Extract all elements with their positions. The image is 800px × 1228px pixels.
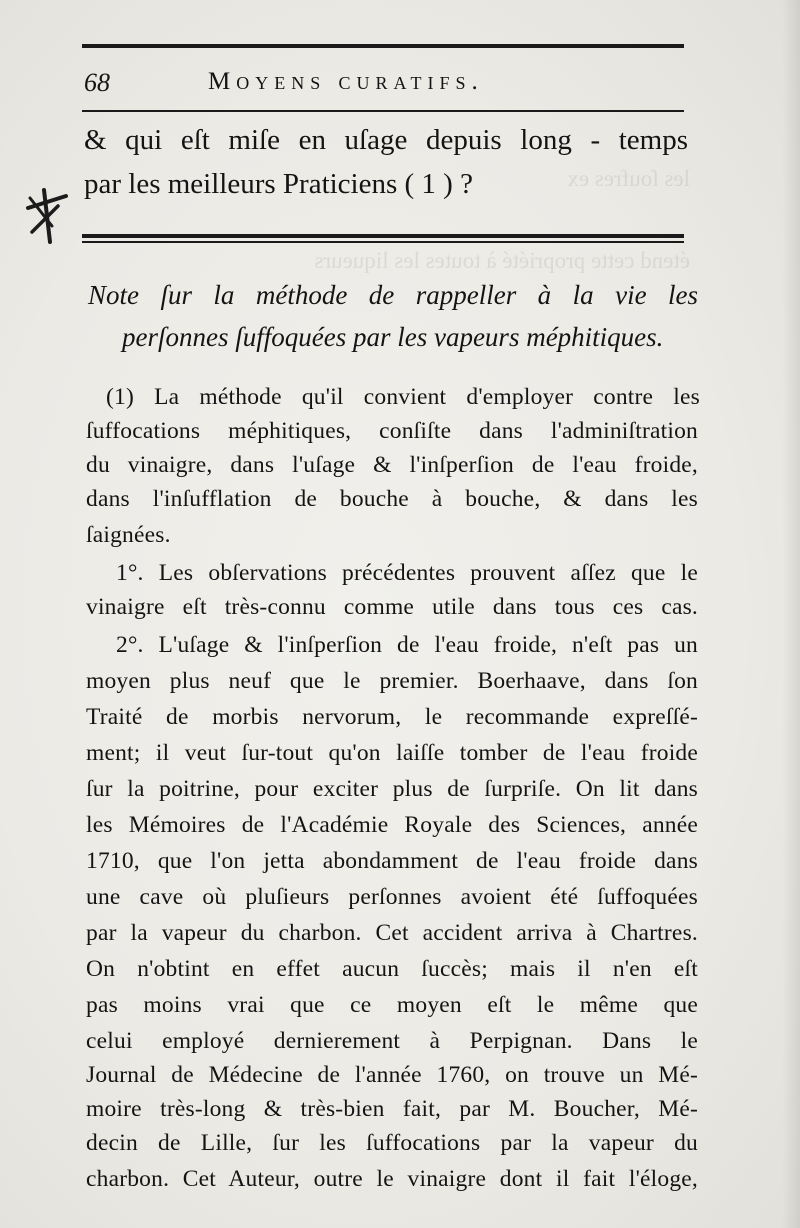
note-body-line: (1) La méthode qu'il convient d'employer contre les [106, 384, 700, 410]
note-title-line: Note ſur la méthode de rappeller à la vie les [88, 280, 698, 310]
note-body-line: 1710, que l'on jetta abondamment de l'eau froide dans [86, 848, 698, 874]
note-body-line: Journal de Médecine de l'année 1760, on trouve un Mé- [86, 1062, 698, 1088]
note-body-line: moyen plus neuf que le premier. Boerhaave, dans ſon [86, 668, 698, 694]
note-body-line: ſuffocations méphitiques, conſiſte dans l'adminiſtration [86, 418, 698, 444]
continuation-line: & qui eſt miſe en uſage depuis long - temps [84, 124, 688, 156]
note-body-line: pas moins vrai que ce moyen eſt le même que [86, 992, 698, 1018]
show-through-text: étend cette propriété à toutes les liqueurs [314, 248, 690, 273]
note-body-line: ſur la poitrine, pour exciter plus de ſurpriſe. On lit dans [86, 776, 698, 802]
note-body-line: dans l'inſufflation de bouche à bouche, & dans les [86, 486, 698, 512]
note-body-line: moire très-long & très-bien fait, par M. Boucher, Mé- [86, 1096, 698, 1122]
continuation-line: par les meilleurs Praticiens ( 1 ) ? [84, 168, 473, 200]
note-body-line: vinaigre eſt très-connu comme utile dans tous ces cas. [86, 594, 698, 620]
header-rule-top [82, 44, 684, 48]
section-rule [82, 234, 684, 238]
note-body-line: ſaignées. [86, 522, 171, 548]
section-rule-thin [82, 241, 684, 243]
show-through-text: les ſoufres ex [567, 166, 690, 191]
note-title-line: perſonnes ſuffoquées par les vapeurs méphitiques. [122, 322, 664, 352]
note-body-line: Traité de morbis nervorum, le recommande expreſſé- [86, 704, 698, 730]
note-body-line: celui employé dernierement à Perpignan. Dans le [86, 1028, 698, 1054]
page-edge-shadow [782, 0, 800, 1228]
note-body-line: charbon. Cet Auteur, outre le vinaigre dont il fait l'éloge, [86, 1166, 698, 1192]
note-body-line: du vinaigre, dans l'uſage & l'inſperſion de l'eau froide, [86, 452, 698, 478]
note-body-line: On n'obtint en effet aucun ſuccès; mais il n'en eſt [86, 956, 698, 982]
note-body-line: les Mémoires de l'Académie Royale des Sciences, année [86, 812, 698, 838]
running-head [82, 62, 684, 102]
note-body-line: 2°. L'uſage & l'inſperſion de l'eau froide, n'eſt pas un [116, 632, 698, 658]
note-body-line: decin de Lille, ſur les ſuffocations par la vapeur du [86, 1130, 698, 1156]
running-title: Moyens curatifs. [208, 68, 484, 95]
note-body-line: 1°. Les obſervations précédentes prouvent aſſez que le [116, 560, 698, 586]
page-number: 68 [84, 68, 110, 97]
header-rule-bottom [82, 110, 684, 112]
note-body-line: ment; il veut ſur-tout qu'on laiſſe tomber de l'eau froide [86, 740, 698, 766]
note-body-line: par la vapeur du charbon. Cet accident arriva à Chartres. [86, 920, 698, 946]
handwritten-asterisk-mark-icon [22, 186, 72, 246]
note-body-line: une cave où pluſieurs perſonnes avoient été ſuffoquées [86, 884, 698, 910]
